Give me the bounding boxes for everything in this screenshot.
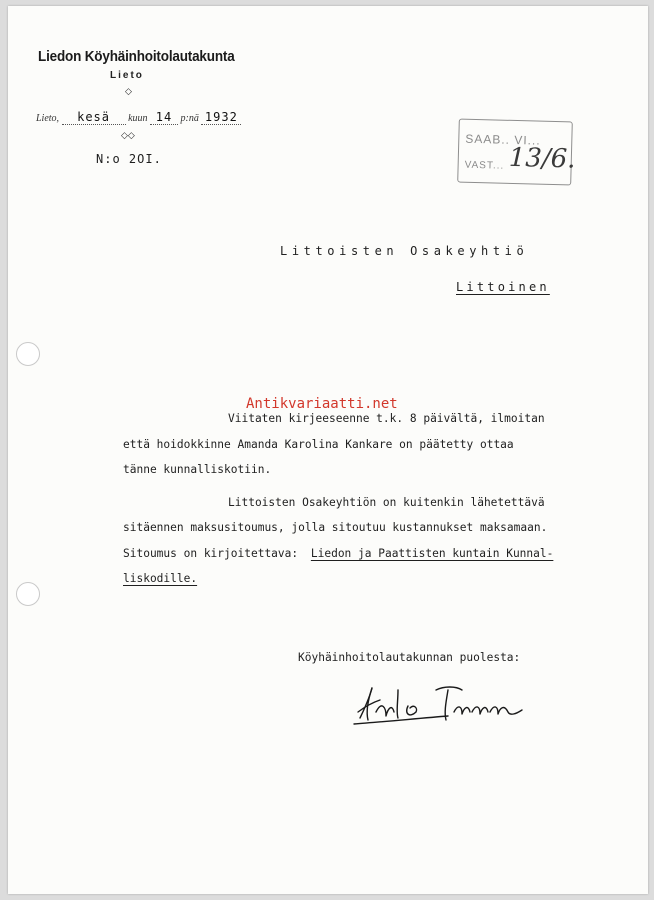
body-para1-line2: että hoidokkinne Amanda Karolina Kankare on päätetty ottaa (123, 438, 514, 451)
date-line (36, 110, 241, 125)
watermark: Antikvariaatti.net (246, 396, 398, 412)
letterhead-city: Lieto (110, 70, 144, 81)
date-month: kesä (62, 110, 126, 125)
body-para2-line1: Littoisten Osakeyhtiön on kuitenkin lähetettävä (228, 496, 545, 509)
date-pna-label: p:nä (180, 113, 199, 124)
punch-hole-bottom (16, 582, 40, 606)
received-stamp (457, 119, 576, 186)
ornament-diamond-icon: ◇ (125, 87, 132, 97)
recipient-company: Littoisten Osakeyhtiö (280, 244, 529, 258)
body-para1-line3: tänne kunnalliskotiin. (123, 463, 272, 476)
date-year: 1932 (201, 110, 241, 125)
date-day: 14 (150, 110, 178, 125)
body-para2-line2: sitäennen maksusitoumus, jolla sitoutuu kustannukset maksamaan. (123, 521, 548, 534)
letterhead-organization: Liedon Köyhäinhoitolautakunta (38, 48, 235, 65)
body-para2-line3-underlined: Liedon ja Paattisten kuntain Kunnal- (310, 547, 554, 560)
body-para2-line4: liskodille. (123, 572, 198, 585)
body-para2-line3 (123, 547, 553, 560)
body-para2-line3-prefix: Sitoumus on kirjoitettava: (123, 547, 299, 560)
handwritten-signature (352, 682, 532, 728)
closing-line: Köyhäinhoitolautakunnan puolesta: (298, 651, 521, 664)
stamp-handwritten-date: 13/6. (508, 142, 576, 175)
recipient-place: Littoinen (456, 280, 550, 294)
date-place-label: Lieto, (36, 113, 60, 124)
body-para1-line1: Viitaten kirjeeseenne t.k. 8 päivältä, ilmoitan (228, 412, 545, 425)
date-kuun-label: kuun (128, 113, 148, 124)
ornament-double-diamond-icon: ◇◇ (121, 131, 135, 141)
stamp-line2: VAST... (464, 159, 505, 172)
stamp-line1: SAAB.. VI... (465, 131, 541, 148)
punch-hole-top (16, 342, 40, 366)
reference-number: N:o 2OI. (96, 152, 162, 166)
